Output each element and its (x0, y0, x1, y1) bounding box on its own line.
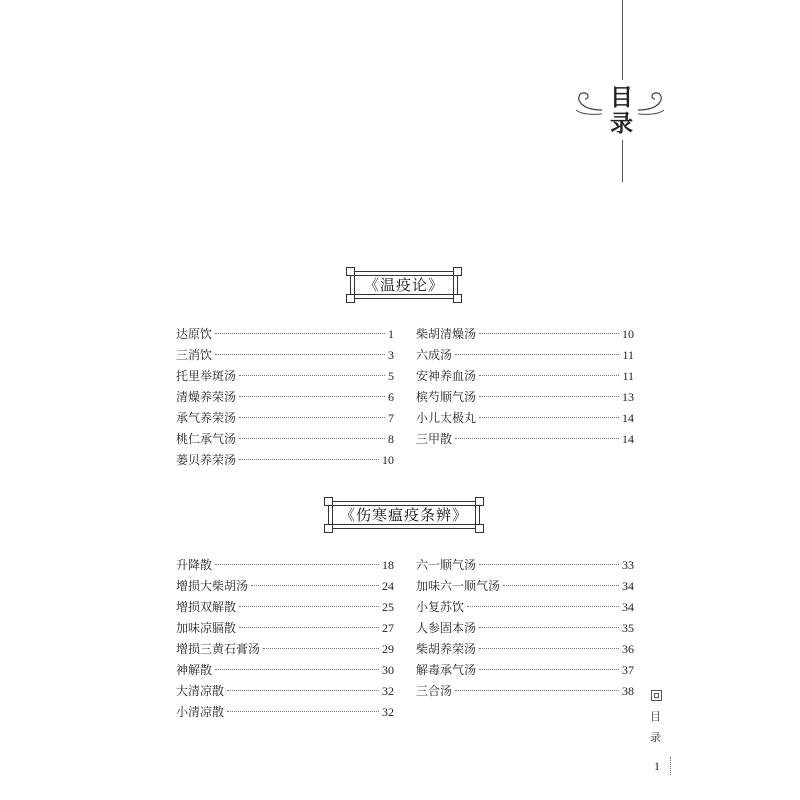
toc-entry[interactable] (176, 387, 394, 408)
toc-entry-page: 3 (388, 348, 394, 362)
section-banner (328, 501, 480, 529)
leader-dots (227, 690, 379, 691)
toc-entry-page: 30 (382, 663, 394, 677)
toc-entry-title: 增损双解散 (176, 600, 237, 614)
toc-entry-page: 29 (382, 642, 394, 656)
title-rule-bottom (622, 140, 623, 182)
toc-entry-page: 38 (622, 684, 634, 698)
toc-entry[interactable] (176, 597, 394, 618)
toc-entry[interactable] (416, 681, 634, 702)
leader-dots (503, 585, 619, 586)
toc-entry-title: 升降散 (176, 558, 213, 572)
toc-entry-title: 承气养荣汤 (176, 411, 237, 425)
toc-entry-page: 7 (388, 411, 394, 425)
toc-entry-page: 13 (622, 390, 634, 404)
toc-entry[interactable] (416, 366, 634, 387)
toc-entry-page: 32 (382, 684, 394, 698)
running-head-char-2: 录 (650, 731, 661, 744)
toc-column-left (176, 324, 394, 471)
toc-entry-page: 34 (622, 600, 634, 614)
toc-entry-title: 增损大柴胡汤 (176, 579, 249, 593)
page-title-char-1: 目 (610, 84, 633, 111)
toc-entry-title: 小清凉散 (176, 705, 225, 719)
toc-entry-page: 24 (382, 579, 394, 593)
page-number: 1 (654, 759, 660, 773)
section-banner (350, 271, 458, 299)
toc-entry-title: 大清凉散 (176, 684, 225, 698)
toc-entry-title: 三消饮 (176, 348, 213, 362)
toc-entry-page: 14 (622, 432, 634, 446)
toc-entry[interactable] (416, 618, 634, 639)
toc-entry-page: 1 (388, 327, 394, 341)
leader-dots (479, 375, 619, 376)
leader-dots (239, 459, 379, 460)
leader-dots (479, 333, 619, 334)
toc-entry-title: 解毒承气汤 (416, 663, 477, 677)
toc-entry[interactable] (176, 324, 394, 345)
toc-entry-page: 14 (622, 411, 634, 425)
section-title: 《伤寒瘟疫条辨》 (339, 506, 468, 524)
running-head-char-1: 目 (650, 710, 661, 723)
leader-dots (479, 396, 619, 397)
toc-entry[interactable] (416, 324, 634, 345)
toc-entry[interactable] (176, 702, 394, 723)
leader-dots (227, 711, 379, 712)
toc-entry[interactable] (176, 639, 394, 660)
toc-entry-page: 27 (382, 621, 394, 635)
toc-entry-page: 11 (622, 348, 634, 362)
cloud-ornament-left-icon (574, 84, 604, 124)
cloud-ornament-right-icon (636, 84, 666, 124)
page-number-rule (670, 757, 671, 775)
toc-entry[interactable] (176, 555, 394, 576)
toc-entry[interactable] (416, 576, 634, 597)
leader-dots (239, 417, 385, 418)
page-title-char-2: 录 (610, 110, 633, 137)
toc-entry[interactable] (176, 660, 394, 681)
toc-entry-page: 18 (382, 558, 394, 572)
toc-entry[interactable] (416, 555, 634, 576)
running-head-ornament-icon (651, 690, 662, 701)
toc-entry[interactable] (416, 387, 634, 408)
toc-entry-page: 11 (622, 369, 634, 383)
leader-dots (479, 564, 619, 565)
toc-entry-title: 三甲散 (416, 432, 453, 446)
toc-entry[interactable] (416, 597, 634, 618)
section-title: 《温疫论》 (363, 276, 444, 294)
toc-entry-title: 槟芍顺气汤 (416, 390, 477, 404)
leader-dots (455, 354, 619, 355)
leader-dots (239, 375, 385, 376)
toc-entry-page: 33 (622, 558, 634, 572)
leader-dots (239, 606, 379, 607)
toc-column-right (416, 324, 634, 450)
toc-entry-page: 6 (388, 390, 394, 404)
leader-dots (479, 417, 619, 418)
toc-entry-title: 蒌贝养荣汤 (176, 453, 237, 467)
toc-entry-title: 六一顺气汤 (416, 558, 477, 572)
toc-entry-title: 加味六一顺气汤 (416, 579, 501, 593)
toc-entry-title: 柴胡养荣汤 (416, 642, 477, 656)
toc-entry[interactable] (176, 450, 394, 471)
leader-dots (479, 669, 619, 670)
leader-dots (263, 648, 379, 649)
toc-entry-page: 37 (622, 663, 634, 677)
leader-dots (239, 438, 385, 439)
toc-entry-page: 8 (388, 432, 394, 446)
toc-entry-page: 32 (382, 705, 394, 719)
toc-entry-title: 三合汤 (416, 684, 453, 698)
toc-entry[interactable] (416, 660, 634, 681)
leader-dots (239, 627, 379, 628)
toc-entry[interactable] (416, 408, 634, 429)
toc-entry[interactable] (176, 681, 394, 702)
toc-entry-page: 36 (622, 642, 634, 656)
leader-dots (479, 648, 619, 649)
toc-entry-page: 25 (382, 600, 394, 614)
toc-entry-title: 小复苏饮 (416, 600, 465, 614)
toc-entry[interactable] (416, 345, 634, 366)
toc-entry[interactable] (176, 408, 394, 429)
leader-dots (251, 585, 379, 586)
toc-entry[interactable] (176, 429, 394, 450)
toc-entry-title: 人参固本汤 (416, 621, 477, 635)
toc-entry-title: 神解散 (176, 663, 213, 677)
toc-entry-title: 达原饮 (176, 327, 213, 341)
toc-entry-title: 安神养血汤 (416, 369, 477, 383)
toc-entry-title: 桃仁承气汤 (176, 432, 237, 446)
toc-entry-page: 35 (622, 621, 634, 635)
leader-dots (455, 438, 619, 439)
toc-entry[interactable] (176, 576, 394, 597)
toc-entry-page: 5 (388, 369, 394, 383)
toc-entry-title: 托里举斑汤 (176, 369, 237, 383)
title-rule-top (622, 0, 623, 80)
leader-dots (215, 564, 379, 565)
toc-column-left (176, 555, 394, 723)
toc-entry-title: 小儿太极丸 (416, 411, 477, 425)
leader-dots (215, 669, 379, 670)
leader-dots (467, 606, 619, 607)
toc-entry-title: 六成汤 (416, 348, 453, 362)
leader-dots (239, 396, 385, 397)
toc-entry[interactable] (416, 429, 634, 450)
toc-entry[interactable] (416, 639, 634, 660)
leader-dots (479, 627, 619, 628)
toc-entry-title: 增损三黄石膏汤 (176, 642, 261, 656)
leader-dots (455, 690, 619, 691)
toc-entry-title: 柴胡清燥汤 (416, 327, 477, 341)
toc-column-right (416, 555, 634, 702)
toc-entry-page: 10 (382, 453, 394, 467)
toc-entry-title: 加味凉膈散 (176, 621, 237, 635)
leader-dots (215, 354, 385, 355)
toc-entry-page: 34 (622, 579, 634, 593)
toc-entry[interactable] (176, 345, 394, 366)
toc-entry[interactable] (176, 618, 394, 639)
toc-entry-page: 10 (622, 327, 634, 341)
toc-entry[interactable] (176, 366, 394, 387)
toc-entry-title: 清燥养荣汤 (176, 390, 237, 404)
leader-dots (215, 333, 385, 334)
